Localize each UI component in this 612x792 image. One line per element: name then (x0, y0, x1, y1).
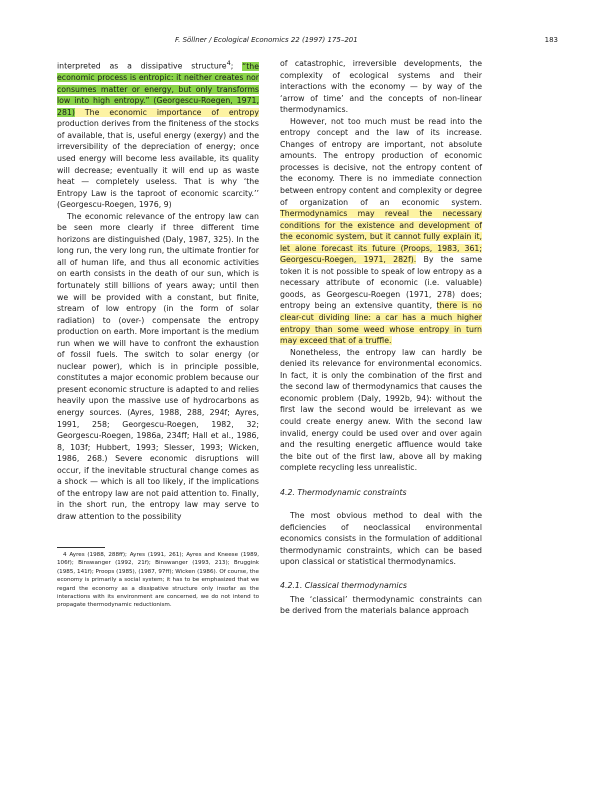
running-title: F. Söllner / Ecological Economics 22 (1997) 175–201 (175, 36, 358, 44)
footnote-divider (57, 547, 105, 548)
highlight-yellow: The economic importance of entropy (74, 107, 259, 117)
paragraph-left-1 (57, 58, 259, 211)
footnote-marker[interactable]: 4 (226, 59, 231, 67)
paragraph-right-4: The most obvious method to deal with the deficiencies of neoclassical environmental economics consists in the formulation of additional thermodynamic constraints, which can be based upon classical or statistical thermodynamics. (280, 511, 482, 567)
highlight-yellow: there is no clear-cut dividing line: a car has a much higher entropy than some weed whose entropy in turn may exceed that of a truffle. (280, 301, 482, 346)
page-number: 183 (544, 36, 558, 44)
running-header (60, 36, 558, 50)
paragraph-right-5: The ‘classical’ thermodynamic constraints can be derived from the materials balance approach (280, 594, 482, 616)
text-run: interpreted as a dissipative structure (57, 61, 227, 71)
section-heading: 4.2. Thermodynamic constraints (280, 487, 407, 497)
highlight-green: “the economic process is entropic: it neither creates nor consumes matter or energy, but only transforms low into high entropy.” (Georgescu-Roegen, 1971, 281) (57, 61, 259, 117)
highlight-yellow: Thermodynamics may reveal the necessary conditions for the existence and development of the economic system, but it cannot fully explain it, let alone forecast its future (Proops, 1983, 361; Georgescu-Roegen, 1971, 282f). (280, 209, 482, 265)
text-run: By the same token it is not possible to speak of low entropy as a necessary attribute of economic (i.e. valuable) goods, as Georgescu-Roegen (1971, 278) does; entropy being an extensive quantity, (280, 255, 482, 311)
left-column (57, 58, 259, 522)
text-run: production derives from the finiteness of the stocks of available, that is, useful energy (exergy) and the irreversibility of the depreciation of energy; once used energy will become less available, its quality will decrease; eventually it will end up as waste heat — completely useless. That is why ‘the Entropy Law is the taproot of economic scarcity.’’ (Georgescu-Roegen, 1976, 9) (57, 119, 259, 210)
footnote-text: 4 Ayres (1988, 288ff); Ayres (1991, 261); Ayres and Kneese (1989, 106f); Binswanger (1992, 21f); Binswanger (1993, 213); Bruggink (1985, 141f); Proops (1985), (1987, 97ff); Wicken (1986). Of course, the economy is primarily a social system; it has to be emphasized that we regard the economy as a dissipative structure only insofar as the interactions with its environment are concerned, we do not intend to propagate thermodynamic reductionism. (57, 552, 259, 609)
text-run: However, not too much must be read into the entropy concept and the law of its increase. Changes of entropy are important, not absolute amounts. The entropy production of economic processes is decisive, not the entropy content of the economy. There is no immediate connection between entropy content and complexity or degree of organization of an economic system. (280, 116, 482, 207)
text-run: ; (230, 61, 243, 71)
paragraph-right-3: Nonetheless, the entropy law can hardly be denied its relevance for environmental economics. In fact, it is only the combination of the first and the second law of thermodynamics that causes the economic problem (Daly, 1992b, 94): without the first law the second would be irrelevant as we could create energy anew. With the second law invalid, energy could be used over and over again and the resulting energetic affluence would take the bite out of the first law, above all by making complete recycling less unrealistic. (280, 347, 482, 473)
paragraph-right-2 (280, 116, 482, 347)
paragraph-right-1: of catastrophic, irreversible developments, the complexity of ecological systems and their interactions with the economy — by way of the ‘arrow of time’ and the concepts of non-linear thermodynamics. (280, 59, 482, 115)
footnote (57, 551, 259, 610)
paragraph-left-2: The economic relevance of the entropy law can be seen more clearly if three different time horizons are distinguished (Daly, 1987, 325). In the long run, the very long run, the ultimate frontier for all of human life, and thus all economic activities on earth consists in the death of our sun, which is fortunately still billions of years away; until then we will be provided with a constant, but finite, stream of low entropy (in the form of solar radiation) to (over-) compensate the entropy production on earth. More important is the medium run when we will have to confront the exhaustion of fossil fuels. The switch to solar energy (or nuclear power), which is in principle possible, constitutes a major economic problem because our present economic structure is adapted to and relies heavily upon the massive use of hydrocarbons as energy sources. (Ayres, 1988, 288, 294f; Ayres, 1991, 258; Georgescu-Roegen, 1982, 32; Georgescu-Roegen, 1986a, 234ff; Hall et al., 1986, 8, 103f; Hubbert, 1993; Slesser, 1993; Wicken, 1986, 268.) Severe economic disruptions will occur, if the inevitable structural change comes as a shock — which is all too likely, if the implications of the entropy law are not paid attention to. Finally, in the short run, the entropy law may serve to draw attention to the possibility (57, 211, 259, 521)
right-column (280, 58, 482, 617)
subsection-heading: 4.2.1. Classical thermodynamics (280, 580, 407, 590)
